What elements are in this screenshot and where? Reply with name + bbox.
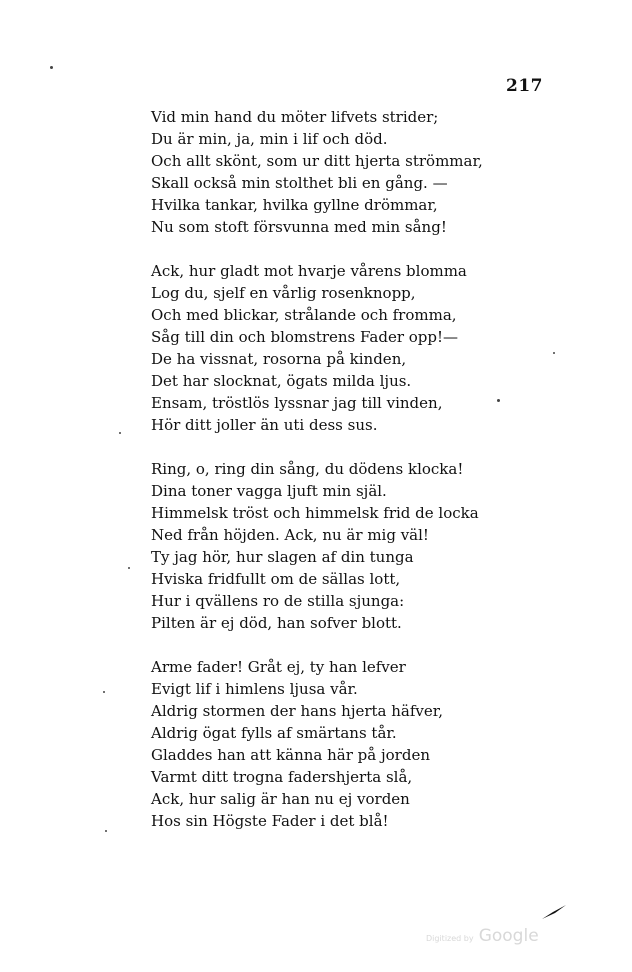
poem-line: Hör ditt joller än uti dess sus. <box>151 416 378 434</box>
poem-line: Ring, o, ring din sång, du dödens klocka! <box>151 460 464 478</box>
poem-line: Arme fader! Gråt ej, ty han lefver <box>151 658 406 676</box>
stanza-2 <box>151 260 481 436</box>
poem-line: Skall också min stolthet bli en gång. — <box>151 174 448 192</box>
poem-line: Ty jag hör, hur slagen af din tunga <box>151 548 414 566</box>
scan-speck <box>128 567 130 569</box>
digitization-watermark <box>426 926 539 946</box>
scan-speck <box>119 432 121 434</box>
scan-speck <box>103 691 105 693</box>
watermark-prefix: Digitized by <box>426 934 474 943</box>
poem-line: Nu som stoft försvunna med min sång! <box>151 218 447 236</box>
poem-line: Ned från höjden. Ack, nu är mig väl! <box>151 526 429 544</box>
poem-line: Det har slocknat, ögats milda ljus. <box>151 372 412 390</box>
poem-line: Log du, sjelf en vårlig rosenknopp, <box>151 284 416 302</box>
poem-line: De ha vissnat, rosorna på kinden, <box>151 350 407 368</box>
scan-speck <box>50 66 53 69</box>
poem-line: Såg till din och blomstrens Fader opp!— <box>151 328 459 346</box>
stanza-3 <box>151 458 481 634</box>
poem-line: Evigt lif i himlens ljusa vår. <box>151 680 358 698</box>
poem-line: Dina toner vagga ljuft min själ. <box>151 482 387 500</box>
poem-line: Hos sin Högste Fader i det blå! <box>151 812 389 830</box>
page-number: 217 <box>506 76 543 96</box>
poem-line: Aldrig stormen der hans hjerta häfver, <box>151 702 444 720</box>
poem <box>151 106 481 854</box>
poem-line: Ack, hur salig är han nu ej vorden <box>151 790 410 808</box>
poem-line: Ack, hur gladt mot hvarje vårens blomma <box>151 262 467 280</box>
watermark-brand: Google <box>478 926 539 946</box>
scan-speck <box>497 399 500 402</box>
poem-line: Gladdes han att känna här på jorden <box>151 746 430 764</box>
poem-line: Och allt skönt, som ur ditt hjerta strömmar, <box>151 152 483 170</box>
poem-line: Himmelsk tröst och himmelsk frid de locka <box>151 504 479 522</box>
poem-line: Aldrig ögat fylls af smärtans tår. <box>151 724 397 742</box>
stanza-4 <box>151 656 481 832</box>
poem-line: Hviska fridfullt om de sällas lott, <box>151 570 401 588</box>
poem-line: Du är min, ja, min i lif och död. <box>151 130 388 148</box>
poem-line: Hvilka tankar, hvilka gyllne drömmar, <box>151 196 438 214</box>
poem-line: Ensam, tröstlös lyssnar jag till vinden, <box>151 394 443 412</box>
poem-line: Pilten är ej död, han sofver blott. <box>151 614 402 632</box>
stanza-1 <box>151 106 481 238</box>
scan-speck <box>105 830 107 832</box>
scan-speck <box>553 352 555 354</box>
poem-line: Varmt ditt trogna fadershjerta slå, <box>151 768 413 786</box>
poem-line: Och med blickar, strålande och fromma, <box>151 306 457 324</box>
poem-line: Vid min hand du möter lifvets strider; <box>151 108 439 126</box>
pen-mark-icon <box>541 904 567 920</box>
poem-line: Hur i qvällens ro de stilla sjunga: <box>151 592 405 610</box>
